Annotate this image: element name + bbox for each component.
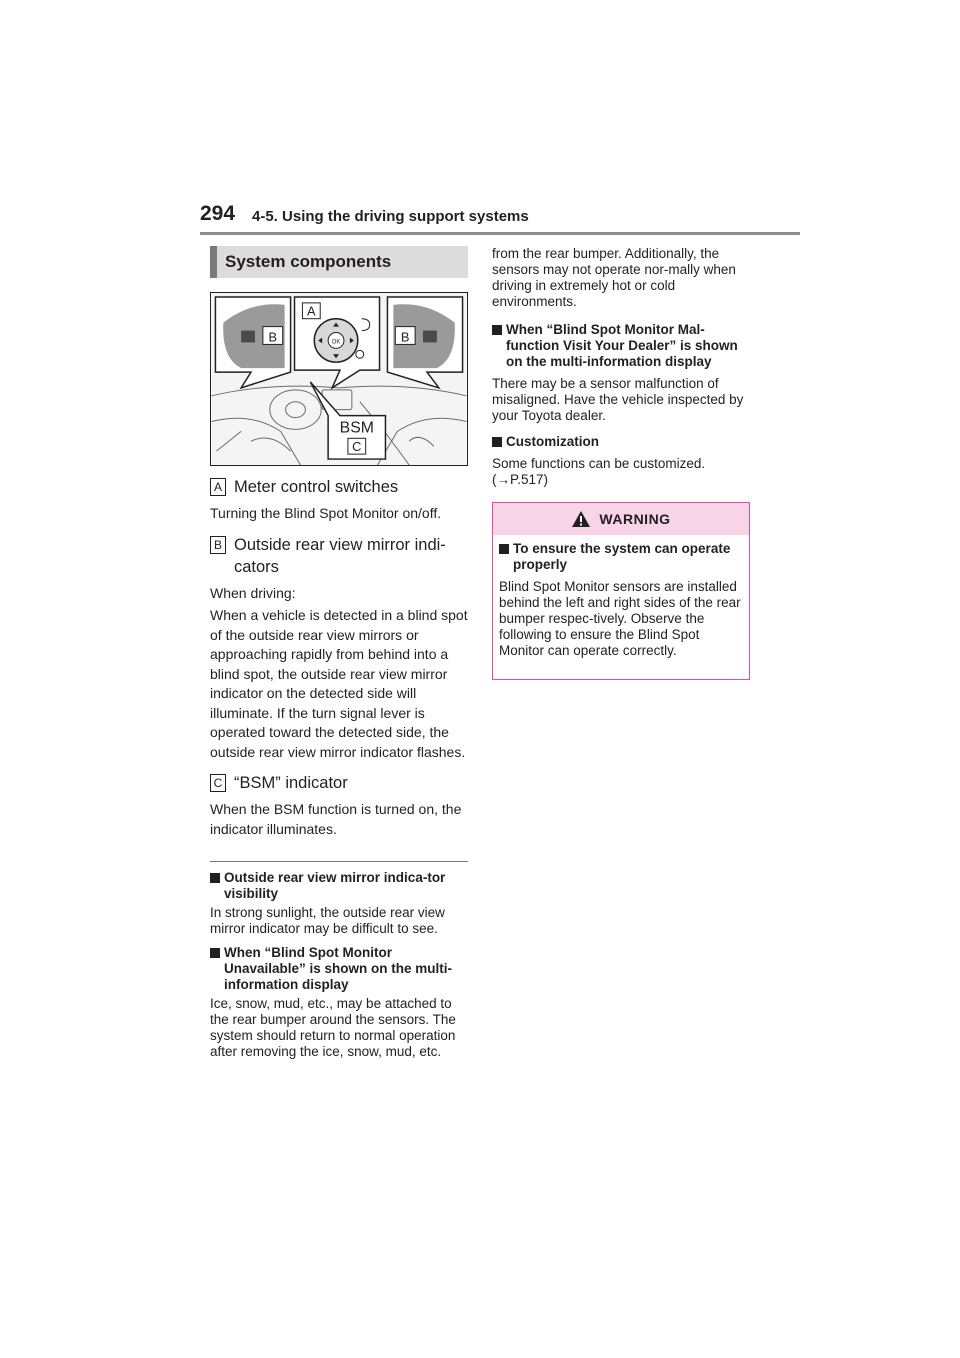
warning-note-body: Blind Spot Monitor sensors are installed behind the left and right sides of the rear bumper respec-tively. Observe the following to ensure the Blind Spot Monitor can operate correctly. [499, 579, 741, 658]
warning-header [493, 503, 749, 535]
component-letter: B [210, 536, 226, 554]
figure-label-a: A [307, 303, 316, 319]
component-description [210, 800, 468, 839]
component-description [210, 504, 468, 524]
note-bsm-malfunction [492, 322, 750, 424]
note-body: Some functions can be customized. (→P.517) [492, 456, 706, 487]
note-square-icon [210, 948, 220, 958]
note-square-icon [492, 325, 502, 335]
figure-label-b-right: B [400, 329, 410, 345]
note-customization [492, 434, 750, 488]
notes-divider [210, 861, 468, 862]
note-title: Outside rear view mirror indica-tor visibility [224, 870, 446, 901]
component-item-b [210, 534, 468, 763]
figure-label-b-left: B [268, 329, 278, 345]
note-bsm-unavailable [210, 945, 468, 1060]
description-paragraph: When a vehicle is detected in a blind spot of the outside rear view mirrors or approaching rapidly from behind into a blind spot, the outside rear view mirror indicator on the detected side will illuminate. If the turn signal lever is operated toward the detected side, the outside rear view mirror indicator flashes. [210, 607, 468, 760]
warning-triangle-icon [571, 510, 591, 528]
description-paragraph: Turning the Blind Spot Monitor on/off. [210, 505, 442, 521]
system-components-heading: System components [210, 246, 468, 278]
description-paragraph: When the BSM function is turned on, the indicator illuminates. [210, 801, 462, 837]
note-square-icon [492, 437, 502, 447]
note-body: In strong sunlight, the outside rear view mirror indicator may be difficult to see. [210, 905, 445, 936]
note-body: There may be a sensor malfunction of misaligned. Have the vehicle inspected by your Toyota dealer. [492, 376, 744, 423]
section-title: 4-5. Using the driving support systems [252, 208, 529, 225]
ok-button-label: OK [331, 339, 341, 346]
component-title: “BSM” indicator [234, 774, 348, 792]
note-square-icon [210, 873, 220, 883]
system-components-figure [210, 292, 468, 466]
header-rule [200, 232, 800, 235]
component-letter: C [210, 774, 226, 792]
note-title: When “Blind Spot Monitor Unavailable” is shown on the multi-information display [224, 945, 453, 992]
component-item-c [210, 772, 468, 839]
continued-text: from the rear bumper. Additionally, the sensors may not operate nor-mally when driving in extremely hot or cold environments. [492, 246, 736, 309]
page-number: 294 [200, 202, 236, 225]
note-title: Customization [506, 434, 599, 449]
note-square-icon [499, 544, 509, 554]
description-paragraph: When driving: [210, 584, 296, 601]
component-title: Outside rear view mirror indi-cators [234, 535, 446, 576]
note-title: When “Blind Spot Monitor Mal-function Visit Your Dealer” is shown on the multi-information display [506, 322, 738, 369]
warning-title: WARNING [599, 511, 671, 527]
note-body: Ice, snow, mud, etc., may be attached to the rear bumper around the sensors. The system should return to normal operation after removing the ice, snow, mud, etc. [210, 996, 456, 1059]
warning-content [493, 535, 749, 659]
right-column [492, 246, 750, 680]
component-letter: A [210, 478, 226, 496]
warning-box [492, 502, 750, 680]
component-title: Meter control switches [234, 478, 399, 496]
bsm-indicator-label: BSM [339, 419, 374, 437]
component-description [210, 584, 468, 763]
left-column [210, 246, 468, 1060]
figure-label-c: C [352, 439, 362, 455]
component-item-a [210, 476, 468, 524]
warning-note-title: To ensure the system can operate properly [513, 541, 731, 572]
note-mirror-visibility [210, 870, 468, 937]
